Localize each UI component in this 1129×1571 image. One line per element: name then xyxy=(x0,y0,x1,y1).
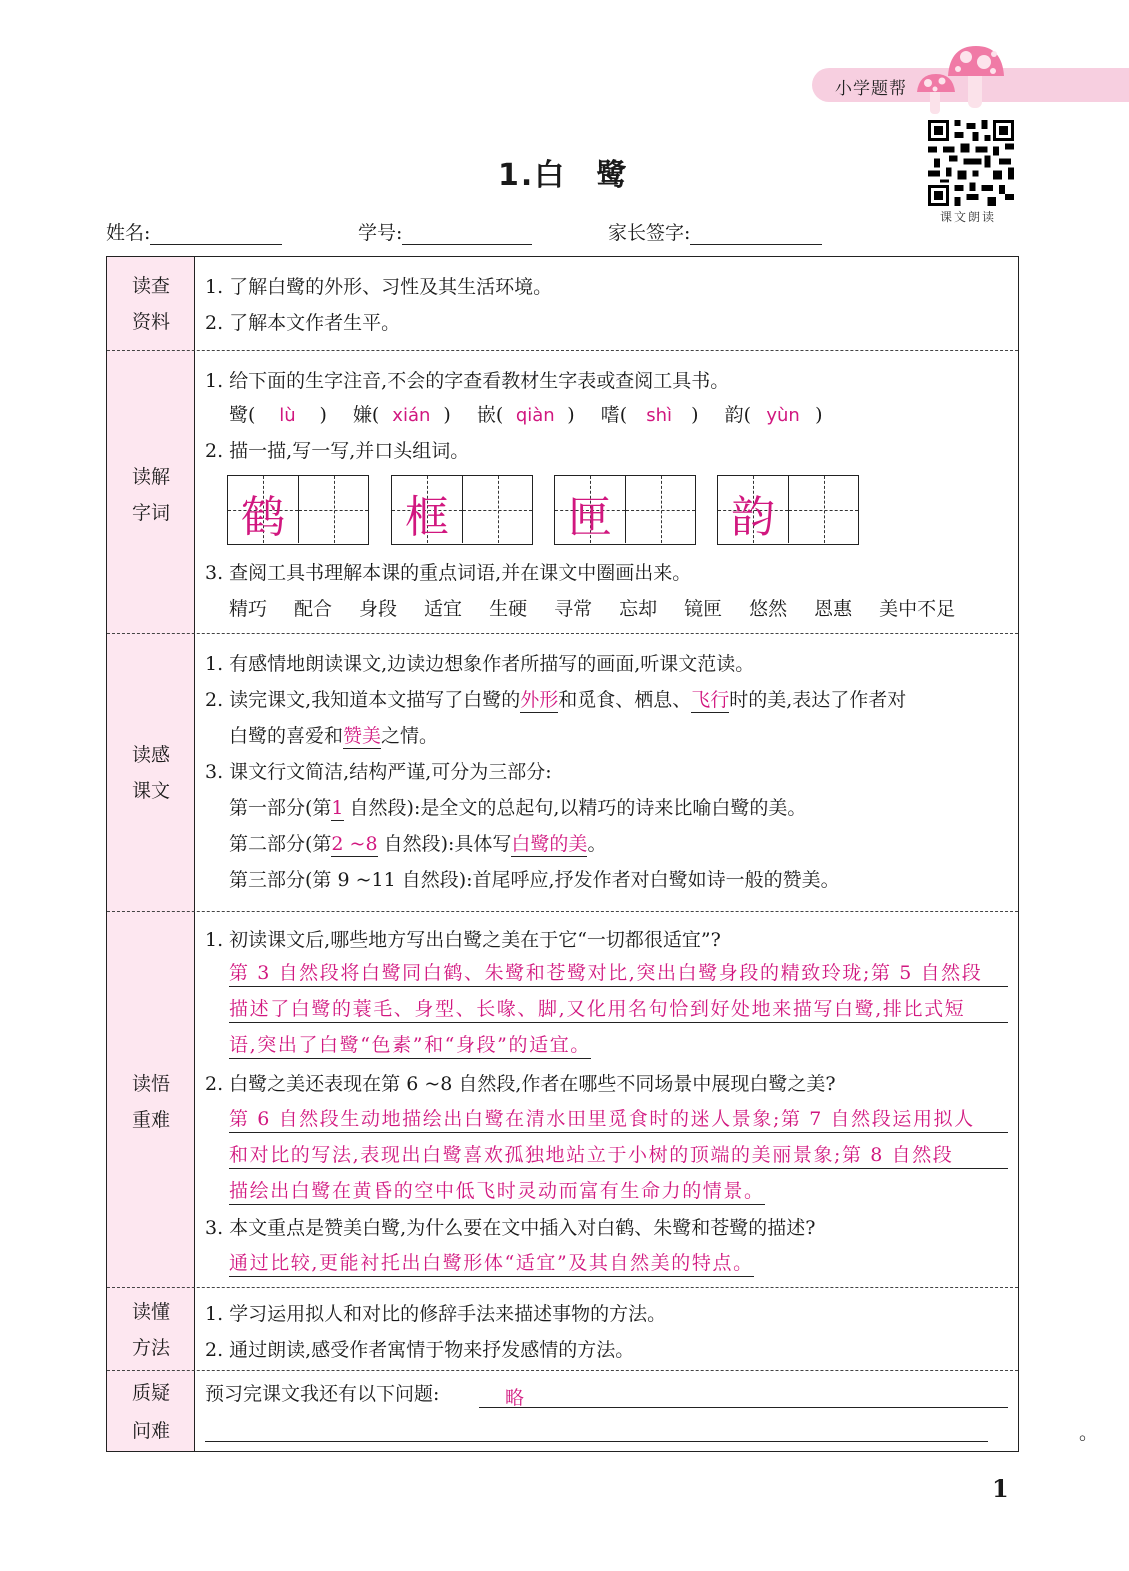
pinyin-char: 嗜 xyxy=(600,404,620,426)
section-label-cell xyxy=(107,351,195,634)
question-pinyin: 1. 给下面的生字注音,不会的字查看教材生字表或查阅工具书。 xyxy=(205,370,730,392)
prompt-text: 白鹭的喜爱和 xyxy=(229,725,344,747)
question: 2. 白鹭之美还表现在第 6 ~8 自然段,作者在哪些不同场景中展现白鹭之美? xyxy=(205,1073,836,1095)
vocabulary-list xyxy=(229,597,982,621)
vocab-word: 身段 xyxy=(359,598,398,620)
title-char-1: 白 xyxy=(534,158,567,193)
tianzige-box[interactable] xyxy=(717,475,859,545)
parent-signature-input-line[interactable] xyxy=(690,224,822,245)
question-prompt: 预习完课文我还有以下问题: xyxy=(205,1383,440,1405)
answer-line[interactable]: 语,突出了白鹭“色素”和“身段”的适宜。 xyxy=(229,1032,591,1059)
name-field[interactable] xyxy=(106,218,282,245)
section-content xyxy=(195,257,1018,351)
lesson-title xyxy=(498,150,628,194)
section-label-line-2: 课文 xyxy=(131,780,170,802)
answer-line[interactable]: 描述了白鹭的蓑毛、身型、长喙、脚,又化用名句恰到好处地来描写白鹭,排比式短 xyxy=(229,996,1008,1023)
prompt-text: 时的美,表达了作者对 xyxy=(729,689,907,711)
parent-signature-field[interactable] xyxy=(608,218,822,245)
student-id-label: 学号: xyxy=(358,222,403,244)
title-char-2: 鹭 xyxy=(596,158,629,193)
vocab-word: 精巧 xyxy=(229,598,268,620)
prompt-text: 之情。 xyxy=(381,725,439,747)
section-content xyxy=(195,912,1018,1288)
pinyin-item: 嫌( xián ) xyxy=(352,404,451,426)
structure-part-1 xyxy=(229,796,806,820)
tianzige-box[interactable] xyxy=(391,475,533,545)
name-input-line[interactable] xyxy=(150,224,282,245)
section-label-line-1: 读懂 xyxy=(131,1301,170,1323)
question-input-line-2[interactable] xyxy=(205,1417,988,1442)
section-label-line-1: 读悟 xyxy=(131,1073,170,1095)
section-label-line-1: 读感 xyxy=(131,744,170,766)
answer-blank[interactable]: 白鹭的美 xyxy=(511,833,588,855)
prompt-text: 2. 读完课文,我知道本文描写了白鹭的 xyxy=(205,689,521,711)
question-vocabulary: 3. 查阅工具书理解本课的重点词语,并在课文中圈画出来。 xyxy=(205,562,692,584)
section-content xyxy=(195,634,1018,912)
answer-line[interactable]: 第 3 自然段将白鹭同白鹤、朱鹭和苍鹭对比,突出白鹭身段的精致玲珑;第 5 自然段 xyxy=(229,960,1008,987)
writing-cell[interactable] xyxy=(228,476,298,543)
writing-cell[interactable] xyxy=(788,476,858,543)
trace-char: 框 xyxy=(405,492,449,543)
pinyin-char: 嫌 xyxy=(352,404,372,426)
question: 3. 本文重点是赞美白鹭,为什么要在文中插入对白鹤、朱鹭和苍鹭的描述? xyxy=(205,1217,816,1239)
question-input-line-1[interactable] xyxy=(479,1383,1008,1408)
section-label-line-2: 重难 xyxy=(131,1109,170,1131)
brand-label: 小学题帮 xyxy=(835,79,907,99)
section-label-line-2: 字词 xyxy=(131,502,170,524)
pinyin-char: 鹭 xyxy=(229,404,249,426)
qr-code[interactable] xyxy=(928,120,1014,206)
section-read-research xyxy=(107,257,1018,351)
pinyin-row xyxy=(229,403,842,428)
trace-char: 鹤 xyxy=(241,492,285,543)
prompt-text: 第一部分(第 xyxy=(229,797,332,819)
section-label-line-2: 资料 xyxy=(131,311,170,333)
vocab-word: 镜匣 xyxy=(684,598,723,620)
task-item: 3. 课文行文简洁,结构严谨,可分为三部分: xyxy=(205,761,552,783)
section-label-cell xyxy=(107,257,195,351)
pinyin-answer[interactable]: xián xyxy=(392,405,431,426)
vocab-word: 恩惠 xyxy=(814,598,853,620)
prompt-text: 和觅食、栖息、 xyxy=(558,689,692,711)
trace-char: 韵 xyxy=(731,492,775,543)
section-label-line-1: 读解 xyxy=(131,466,170,488)
section-label-cell xyxy=(107,1371,195,1451)
qr-caption: 课文朗读 xyxy=(940,210,997,224)
question: 1. 初读课文后,哪些地方写出白鹭之美在于它“一切都很适宜”? xyxy=(205,929,721,951)
answer-line[interactable]: 第 6 自然段生动地描绘出白鹭在清水田里觅食时的迷人景象;第 7 自然段运用拟人 xyxy=(229,1106,1008,1133)
tianzige-box[interactable] xyxy=(554,475,696,545)
vocab-word: 忘却 xyxy=(619,598,658,620)
vocab-word: 悠然 xyxy=(749,598,788,620)
answer-blank[interactable]: 飞行 xyxy=(691,689,730,711)
writing-cell[interactable] xyxy=(625,476,695,543)
parent-signature-label: 家长签字: xyxy=(608,222,691,244)
pinyin-answer[interactable]: shì xyxy=(646,405,673,426)
answer-blank[interactable]: 赞美 xyxy=(343,725,382,747)
section-read-words xyxy=(107,350,1018,634)
section-label-line-1: 质疑 xyxy=(131,1382,170,1404)
student-id-input-line[interactable] xyxy=(402,224,532,245)
writing-cell[interactable] xyxy=(462,476,532,543)
vocab-word: 生硬 xyxy=(489,598,528,620)
section-read-methods xyxy=(107,1287,1018,1371)
page-number: 1 xyxy=(992,1474,1009,1503)
vocab-word: 适宜 xyxy=(424,598,463,620)
lesson-number: 1. xyxy=(498,158,535,193)
section-label-line-2: 问难 xyxy=(131,1420,170,1442)
task-item: 1. 了解白鹭的外形、习性及其生活环境。 xyxy=(205,276,553,298)
section-label-line-1: 读查 xyxy=(131,275,170,297)
section-content xyxy=(195,1371,1099,1451)
end-punctuation: 。 xyxy=(1079,1422,1099,1444)
tianzige-box[interactable] xyxy=(227,475,369,545)
task-item: 1. 学习运用拟人和对比的修辞手法来描述事物的方法。 xyxy=(205,1303,667,1325)
pinyin-item: 嗜( shì ) xyxy=(600,404,699,426)
section-label-cell xyxy=(107,634,195,912)
pinyin-item: 鹭( lù ) xyxy=(229,404,327,426)
pinyin-char: 韵 xyxy=(724,404,744,426)
answer-line[interactable]: 描绘出白鹭在黄昏的空中低飞时灵动而富有生命力的情景。 xyxy=(229,1178,765,1205)
vocab-word: 配合 xyxy=(294,598,333,620)
section-read-feel-text xyxy=(107,633,1018,912)
worksheet-table xyxy=(106,256,1099,1452)
pinyin-answer[interactable]: yùn xyxy=(766,405,800,426)
trace-char: 匣 xyxy=(568,492,612,543)
student-id-field[interactable] xyxy=(358,218,532,245)
section-content xyxy=(195,351,1018,634)
section-label-cell xyxy=(107,1288,195,1371)
name-label: 姓名: xyxy=(106,222,151,244)
section-label-cell xyxy=(107,912,195,1288)
fill-in-item-cont xyxy=(229,724,438,748)
writing-cell[interactable] xyxy=(298,476,368,543)
answer-blank[interactable]: 2 ~8 xyxy=(331,833,378,855)
task-item: 1. 有感情地朗读课文,边读边想象作者所描写的画面,听课文范读。 xyxy=(205,653,755,675)
fill-in-item xyxy=(205,688,906,712)
structure-part-2 xyxy=(229,832,606,856)
section-label-line-2: 方法 xyxy=(131,1337,170,1359)
pinyin-item: 韵( yùn ) xyxy=(724,404,823,426)
answer-blank[interactable]: 外形 xyxy=(520,689,559,711)
answer-line[interactable]: 通过比较,更能衬托出白鹭形体“适宜”及其自然美的特点。 xyxy=(229,1250,754,1277)
writing-cell[interactable] xyxy=(392,476,462,543)
prompt-text: 。 xyxy=(587,833,607,855)
question-answer: 略 xyxy=(505,1387,525,1409)
question-trace-write: 2. 描一描,写一写,并口头组词。 xyxy=(205,440,470,462)
task-item: 2. 通过朗读,感受作者寓情于物来抒发感情的方法。 xyxy=(205,1339,635,1361)
large-mushroom-icon xyxy=(946,42,1006,108)
section-content xyxy=(195,1288,1018,1371)
task-item: 2. 了解本文作者生平。 xyxy=(205,312,401,334)
answer-line[interactable]: 和对比的写法,表现出白鹭喜欢孤独地站立于小树的顶端的美丽景象;第 8 自然段 xyxy=(229,1142,1008,1169)
pinyin-answer[interactable]: qiàn xyxy=(515,405,555,426)
prompt-text: 自然段):是全文的总起句,以精巧的诗来比喻白鹭的美。 xyxy=(343,797,807,819)
writing-cell[interactable] xyxy=(555,476,625,543)
answer-blank[interactable]: 1 xyxy=(331,797,344,819)
prompt-text: 自然段):具体写 xyxy=(377,833,512,855)
section-read-key-points xyxy=(107,911,1018,1288)
vocab-word: 寻常 xyxy=(554,598,593,620)
pinyin-answer[interactable]: lù xyxy=(279,405,296,426)
prompt-text: 第二部分(第 xyxy=(229,833,332,855)
pinyin-char: 嵌 xyxy=(476,404,496,426)
writing-cell[interactable] xyxy=(718,476,788,543)
vocab-word: 美中不足 xyxy=(879,598,956,620)
section-questions xyxy=(107,1370,1099,1451)
pinyin-item: 嵌( qiàn ) xyxy=(476,404,575,426)
structure-part-3: 第三部分(第 9 ~11 自然段):首尾呼应,抒发作者对白鹭如诗一般的赞美。 xyxy=(229,869,840,891)
